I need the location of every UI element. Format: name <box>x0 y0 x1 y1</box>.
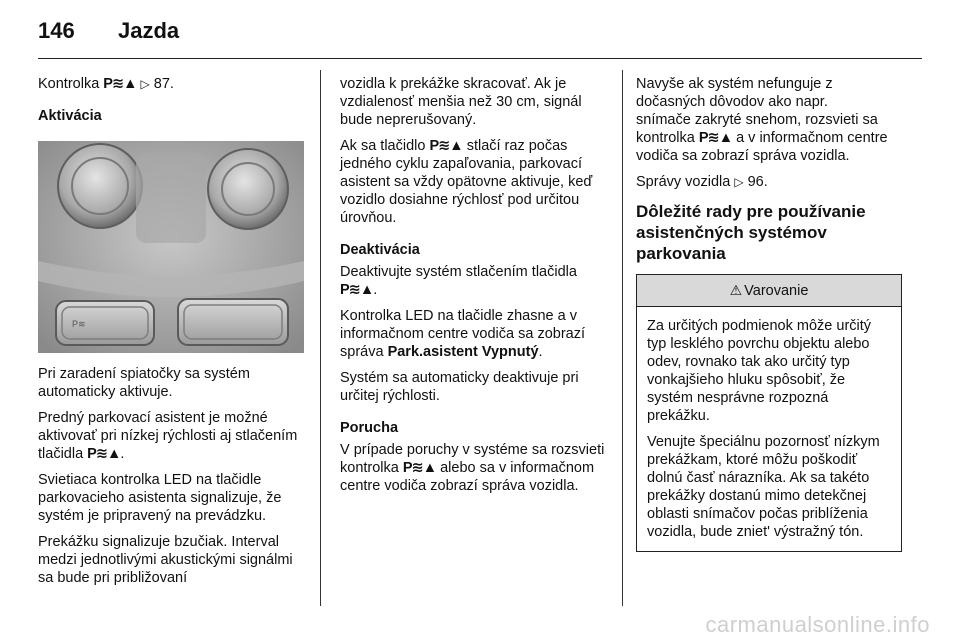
warning-body <box>637 307 901 551</box>
text: stlačí raz počas jedného cyklu zapaľovania, parkovací asistent sa vždy opätovne aktivuje, keď vozidlo dosiahne rýchlosť pod určitou úrovňou. <box>340 138 593 226</box>
paragraph <box>340 137 608 227</box>
text: snímače zakryté snehom, rozsvieti sa kontrolka <box>636 112 878 146</box>
warning-box <box>636 274 902 552</box>
page-ref-link[interactable]: 87. <box>153 76 174 92</box>
column-3 <box>636 75 904 552</box>
paragraph: Prekážku signalizuje bzučiak. Interval medzi jednotlivými akustickými signálmi sa bude pri približovaní <box>38 534 293 586</box>
watermark: carmanualsonline.info <box>705 612 930 637</box>
text: Predný parkovací asistent je možné aktivovať pri nízkej rýchlosti aj stlačením tlačidla <box>38 410 298 462</box>
column-divider <box>320 70 321 606</box>
paragraph: Deaktivujte systém stlačením tlačidla P≋▲. <box>340 264 577 298</box>
warning-title-text: Varovanie <box>744 283 809 299</box>
column-divider <box>622 70 623 606</box>
paragraph: Systém sa automaticky deaktivuje pri určitej rýchlosti. <box>340 370 579 404</box>
chapter-title: Jazda <box>118 18 180 43</box>
text: a v informačnom centre vodiča sa zobrazí správa vozidla. <box>636 130 888 164</box>
section-heading-deactivation: Deaktivácia <box>340 242 420 258</box>
text: Kontrolka LED na tlačidle zhasne a v informačnom centre vodiča sa zobrazí správa <box>340 308 585 360</box>
paragraph <box>38 75 306 93</box>
text: V prípade poruchy v systéme sa rozsvieti kontrolka <box>340 442 605 476</box>
header-rule <box>38 58 922 59</box>
paragraph <box>340 441 608 495</box>
paragraph: vozidla k prekážke skracovať. Ak je vzdialenosť menšia než 30 cm, signál bude neprerušovaný. <box>340 76 582 128</box>
park-assist-icon: P≋▲ <box>429 138 463 154</box>
section-heading-activation: Aktivácia <box>38 108 102 124</box>
warning-triangle-icon: ⚠ <box>729 282 743 298</box>
section-heading-tips: Dôležité rady pre používanie asistenčných systémov parkovania <box>636 202 866 263</box>
section-heading-fault: Porucha <box>340 420 399 436</box>
console-photo <box>38 141 304 353</box>
photo-button-label: P≋ <box>72 319 86 329</box>
message-text: Park.asistent Vypnutý <box>387 344 539 360</box>
text: Ak sa tlačidlo <box>340 138 426 154</box>
park-assist-icon: P≋▲ <box>103 76 137 92</box>
paragraph: Za určitých podmienok môže určitý typ lesklého povrchu objektu alebo odev, rovnako tak ako určitý typ vonkajšieho hluku spôsobiť, že systém nesprávne rozpozná prekážku. <box>647 318 872 424</box>
paragraph: Navyše ak systém nefunguje z dočasných dôvodov ako napr. <box>636 76 833 110</box>
paragraph: Venujte špeciálnu pozornosť nízkym prekážkam, ktoré môžu poškodiť dolnú časť nárazníka. Ak sa takéto prekážky dostanú mimo detekčnej oblasti snímačov počas priblíženia vozidla, bude zniet' výstražný tón. <box>647 434 880 540</box>
page-header <box>38 18 179 44</box>
warning-title <box>637 275 901 307</box>
paragraph: Pri zaradení spiatočky sa systém automaticky aktivuje. <box>38 366 250 400</box>
text: Kontrolka <box>38 76 100 92</box>
paragraph <box>636 173 904 191</box>
park-assist-icon: P≋▲ <box>402 460 437 476</box>
park-assist-icon: P≋▲ <box>87 446 121 462</box>
page-ref-link[interactable]: 96. <box>747 174 768 190</box>
paragraph: Kontrolka LED na tlačidle zhasne a v informačnom centre vodiča sa zobrazí správa Park.asistent Vypnutý. <box>340 308 585 360</box>
park-assist-icon: P≋▲ <box>698 130 733 146</box>
page-ref-arrow-icon: ▷ <box>734 175 744 189</box>
page-number: 146 <box>38 18 75 43</box>
page-ref-arrow-icon: ▷ <box>140 77 150 91</box>
text: Deaktivujte systém stlačením tlačidla <box>340 264 577 280</box>
column-2 <box>340 75 608 503</box>
column-1 <box>38 75 306 595</box>
paragraph <box>636 111 904 165</box>
park-assist-icon: P≋▲ <box>340 282 374 298</box>
paragraph: Svietiaca kontrolka LED na tlačidle parkovacieho asistenta signalizuje, že systém je pripravený na prevádzku. <box>38 472 282 524</box>
text: alebo sa v informačnom centre vodiča zobrazí správa vozidla. <box>340 460 595 494</box>
text: Správy vozidla <box>636 174 731 190</box>
paragraph: Predný parkovací asistent je možné aktivovať pri nízkej rýchlosti aj stlačením tlačidla P≋▲. <box>38 410 298 462</box>
